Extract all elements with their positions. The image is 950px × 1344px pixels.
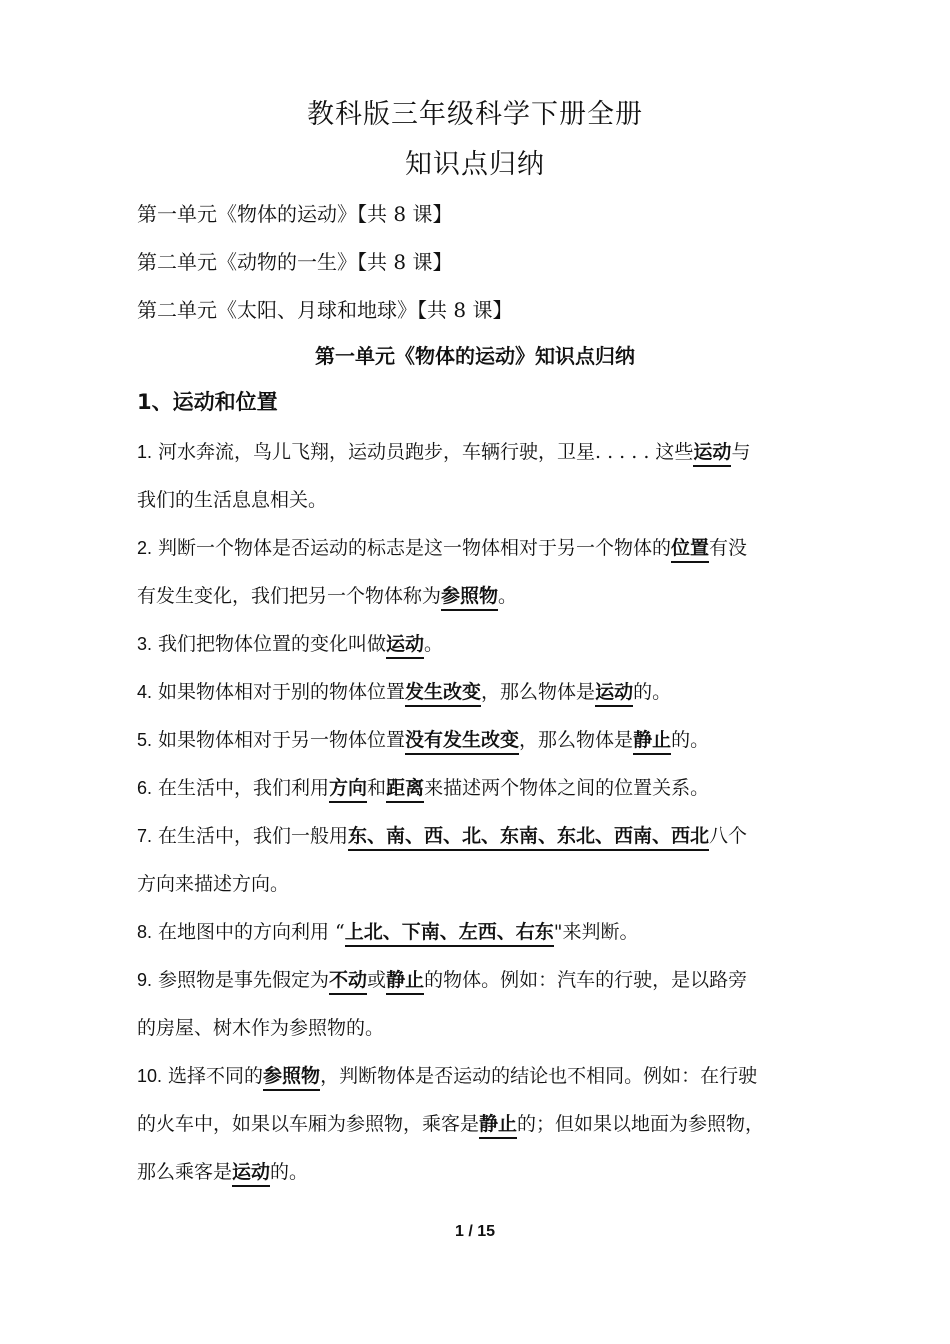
item-number: 10. [137, 1066, 163, 1086]
keyword: 没有发生改变 [405, 729, 519, 755]
item-text: 八个 [709, 825, 748, 847]
item-3-line-1 [137, 629, 862, 659]
document-subtitle: 知识点归纳 [405, 149, 545, 180]
item-9-line-1 [137, 965, 862, 995]
item-text: 在生活中，我们利用 [158, 777, 330, 799]
item-7-line-2 [137, 869, 862, 899]
unit-heading: 第一单元《物体的运动》知识点归纳 [315, 344, 635, 368]
item-number: 5. [137, 730, 153, 750]
item-number: 3. [137, 634, 153, 654]
item-2-line-1 [137, 533, 862, 563]
item-2-line-2 [137, 581, 862, 611]
item-text: 方向来描述方向。 [137, 873, 290, 895]
item-text: 。 [498, 585, 518, 607]
item-text: 如果物体相对于另一物体位置 [158, 729, 406, 751]
item-text: 的；但如果以地面为参照物， [517, 1113, 765, 1135]
item-10-line-1 [137, 1061, 862, 1091]
keyword: 位置 [671, 537, 709, 563]
item-number: 6. [137, 778, 153, 798]
item-text: 有没 [709, 537, 748, 559]
item-text: 参照物是事先假定为 [158, 969, 330, 991]
item-text: 的。 [671, 729, 710, 751]
item-text: 我们的生活息息相关。 [137, 489, 328, 511]
item-number: 1. [137, 442, 153, 462]
item-9-line-2 [137, 1013, 862, 1043]
keyword: 静止 [386, 969, 424, 995]
keyword: 距离 [386, 777, 424, 803]
keyword: 方向 [329, 777, 367, 803]
item-number: 4. [137, 682, 153, 702]
item-number: 7. [137, 826, 153, 846]
item-1-line-1 [137, 437, 862, 467]
item-text: 的房屋、树木作为参照物的。 [137, 1017, 385, 1039]
toc-unit-1: 第一单元《物体的运动》【共 8 课】 [137, 202, 453, 226]
item-text: 的火车中，如果以车厢为参照物，乘客是 [137, 1113, 480, 1135]
item-text: 如果物体相对于别的物体位置 [158, 681, 406, 703]
item-text: 来描述两个物体之间的位置关系。 [424, 777, 710, 799]
item-number: 8. [137, 922, 153, 942]
item-number: 2. [137, 538, 153, 558]
item-5-line-1 [137, 725, 862, 755]
item-text: 选择不同的 [168, 1065, 264, 1087]
item-1-line-2 [137, 485, 862, 515]
item-10-line-3 [137, 1157, 862, 1187]
keyword: 运动 [386, 633, 424, 659]
keyword: 东、南、西、北、东南、东北、西南、西北 [348, 825, 709, 851]
item-text: 与 [731, 441, 751, 463]
item-text: 在地图中的方向利用 “ [158, 921, 345, 943]
item-4-line-1 [137, 677, 862, 707]
keyword: 静止 [633, 729, 671, 755]
item-text: 判断一个物体是否运动的标志是这一物体相对于另一个物体的 [158, 537, 672, 559]
item-6-line-1 [137, 773, 862, 803]
keyword: 上北、下南、左西、右东 [345, 921, 554, 947]
item-text: 有发生变化，我们把另一个物体称为 [137, 585, 442, 607]
item-text: ，那么物体是 [481, 681, 596, 703]
item-number: 9. [137, 970, 153, 990]
keyword: 运动 [595, 681, 633, 707]
keyword: 参照物 [263, 1065, 320, 1091]
item-text: 的物体。例如：汽车的行驶，是以路旁 [424, 969, 748, 991]
item-8-line-1 [137, 917, 862, 947]
page-number: 1 / 15 [454, 1223, 496, 1240]
item-text: 那么乘客是 [137, 1161, 233, 1183]
keyword: 运动 [693, 441, 731, 467]
keyword: 静止 [479, 1113, 517, 1139]
toc-unit-3: 第二单元《太阳、月球和地球》【共 8 课】 [137, 298, 513, 322]
keyword: 发生改变 [405, 681, 481, 707]
item-text: ，那么物体是 [519, 729, 634, 751]
item-text: 河水奔流，鸟儿飞翔，运动员跑步，车辆行驶，卫星. . . . . 这些 [158, 441, 694, 463]
item-text: ，判断物体是否运动的结论也不相同。例如：在行驶 [320, 1065, 758, 1087]
item-10-line-2 [137, 1109, 862, 1139]
document-title: 教科版三年级科学下册全册 [307, 99, 643, 130]
item-text: 的。 [633, 681, 672, 703]
item-text: 的。 [270, 1161, 309, 1183]
item-text: 。 [424, 633, 444, 655]
item-text: 我们把物体位置的变化叫做 [158, 633, 387, 655]
section-heading: 1、运动和位置 [137, 390, 278, 414]
keyword: 不动 [329, 969, 367, 995]
keyword: 参照物 [441, 585, 498, 611]
item-7-line-1 [137, 821, 862, 851]
keyword: 运动 [232, 1161, 270, 1187]
toc-unit-2: 第二单元《动物的一生》【共 8 课】 [137, 250, 453, 274]
item-text: 或 [367, 969, 387, 991]
item-text: "来判断。 [553, 921, 639, 943]
item-text: 和 [367, 777, 387, 799]
item-text: 在生活中，我们一般用 [158, 825, 349, 847]
